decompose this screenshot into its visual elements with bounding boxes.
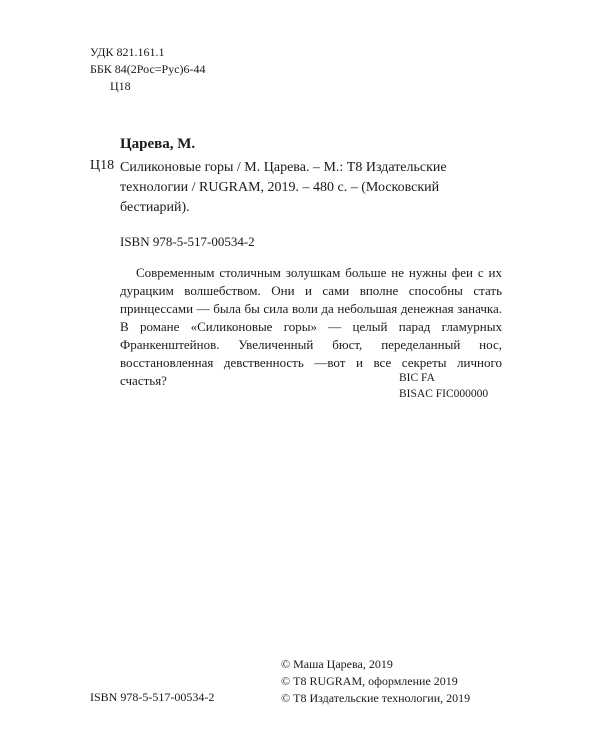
- footer-isbn: ISBN 978-5-517-00534-2: [90, 690, 215, 704]
- cutter-code: Ц18: [110, 79, 131, 93]
- copyright-line: © Т8 RUGRAM, оформление 2019: [281, 674, 458, 688]
- bibliographic-description: Силиконовые горы / М. Царева. – М.: Т8 Издательские технологии / RUGRAM, 2019. – 480 с. – (Московский бестиарий).: [120, 160, 447, 215]
- udc-block: [90, 44, 206, 95]
- copyright-line: © Маша Царева, 2019: [281, 657, 393, 671]
- copyright-block: [281, 656, 470, 707]
- bbk-code: ББК 84(2Рос=Рус)6-44: [90, 62, 206, 76]
- author-heading: Царева, М.: [120, 136, 196, 152]
- annotation-text: Современным столичным золушкам больше не нужны феи с их дурацким волшебством. Они и сами вполне способны стать принцессами — была бы сила воли да небольшая денежная заначка. В романе «Силиконовые горы» — целый парад гламурных Франкенштейнов. Увеличенный бюст, переделанный нос, восстановленная девственность —вот и все секреты личного счастья?: [120, 265, 502, 388]
- bisac-code: BISAC FIC000000: [399, 388, 489, 400]
- catalog-cutter: Ц18: [90, 158, 115, 173]
- bic-code: BIC FA: [399, 372, 435, 384]
- classification-block: [399, 370, 488, 402]
- copyright-line: © Т8 Издательские технологии, 2019: [281, 691, 471, 705]
- udk-code: УДК 821.161.1: [90, 45, 165, 59]
- catalog-isbn: ISBN 978-5-517-00534-2: [120, 234, 255, 249]
